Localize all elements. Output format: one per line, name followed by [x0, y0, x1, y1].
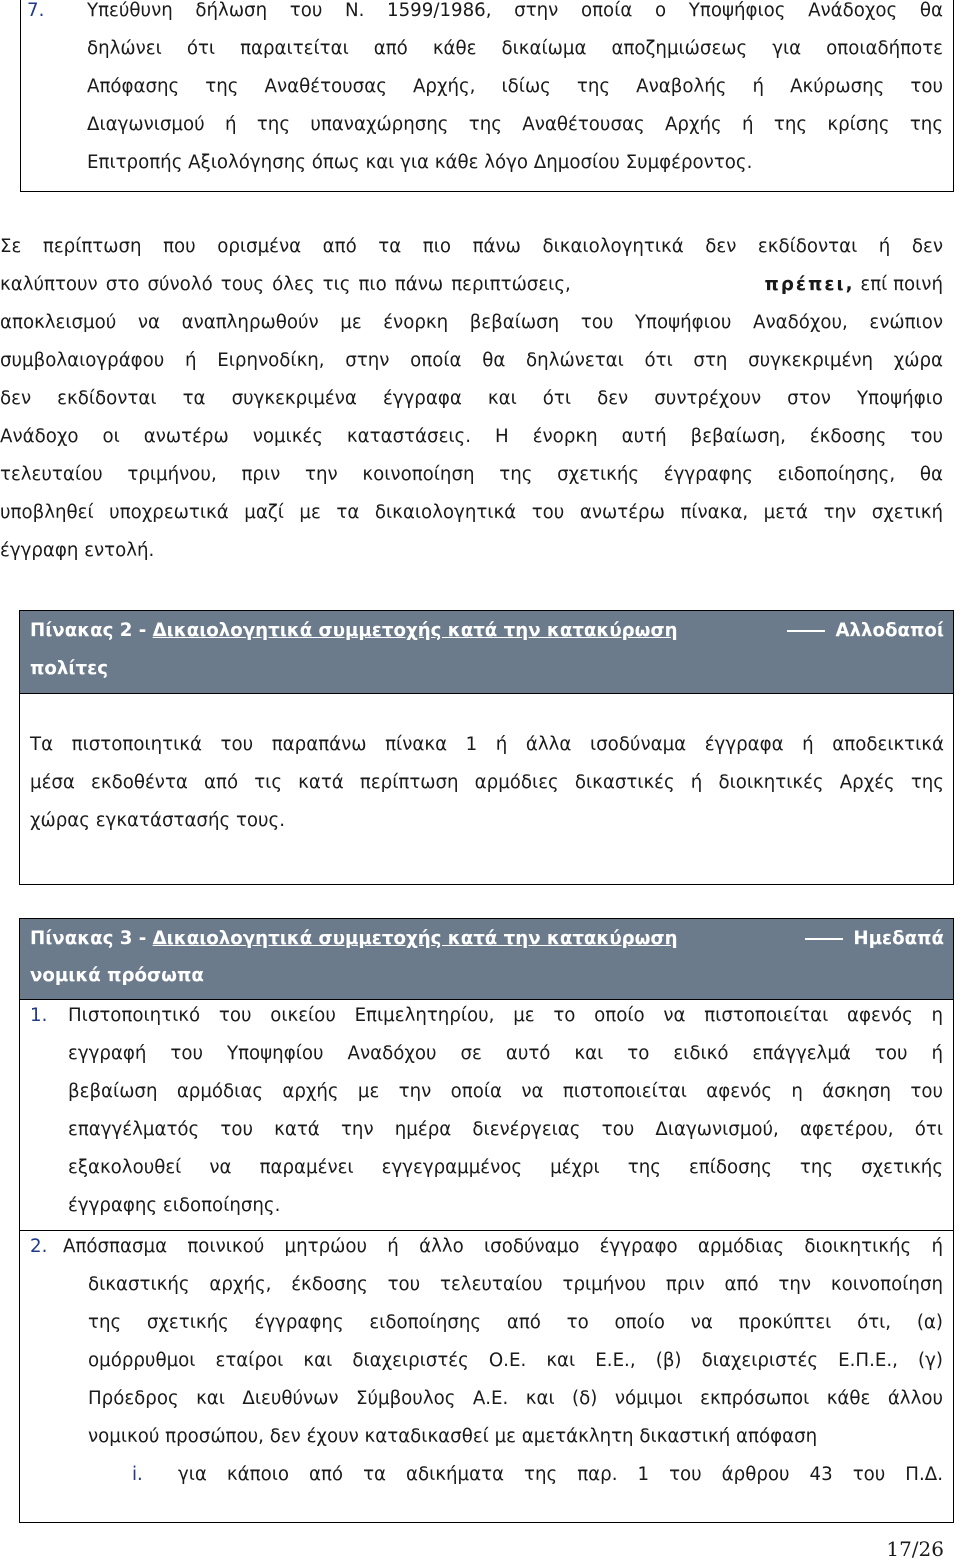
table-2-title-tail	[783, 619, 944, 643]
item-7-line: Διαγωνισμού ή της υπαναχώρησης της Αναθέτουσας Αρχής ή της κρίσης της	[87, 114, 943, 135]
item-2-line: Απόσπασμα ποινικού μητρώου ή άλλο ισοδύναμο έγγραφο αρμόδιας διοικητικής ή	[63, 1236, 943, 1257]
subitem-text: για κάποιο από τα αδικήματα της παρ. 1 του άρθρου 43 του Π.Δ.	[178, 1464, 943, 1485]
paragraph-line: Σε περίπτωση που ορισμένα από τα πιο πάνω δικαιολογητικά δεν εκδίδονται ή δεν	[0, 236, 943, 257]
paragraph-line: έγγραφη εντολή.	[0, 540, 155, 561]
page-number: 17/26	[886, 1537, 944, 1561]
table-3-body	[20, 1000, 953, 1522]
conditions-paragraph	[0, 0, 960, 600]
paragraph-line: τελευταίου τριμήνου, πριν την κοινοποίηση της σχετικής έγγραφης ειδοποίησης, θα	[0, 464, 943, 485]
must-emphasis: πρέπει,	[764, 274, 855, 295]
paragraph-line-2-end	[765, 273, 943, 297]
subitem-number: i.	[132, 1464, 143, 1485]
item-7-number: 7.	[27, 0, 45, 21]
table-3	[19, 918, 954, 1523]
item-1-line: επαγγέλματός του κατά την ημέρα διενέργειας του Διαγωνισμού, αφετέρου, ότι	[68, 1119, 943, 1140]
item-2-number: 2.	[30, 1236, 48, 1257]
table-2-body-line: χώρας εγκατάστασής τους.	[30, 810, 285, 831]
dash-separator	[805, 938, 843, 940]
paragraph-line: Ανάδοχο οι ανωτέρω νομικές καταστάσεις. Η ένορκη αυτή βεβαίωση, έκδοσης του	[0, 426, 943, 447]
table-3-title-suffix: Ημεδαπά	[853, 928, 944, 949]
item-2-line: της σχετικής έγγραφης ειδοποίησης από το οποίο να προκύπτει ότι, (α)	[88, 1312, 943, 1333]
paragraph-line: υποβληθεί υποχρεωτικά μαζί με τα δικαιολογητικά του ανωτέρω πίνακα, μετά την σχετική	[0, 502, 943, 523]
table-2-body-line: μέσα εκδοθέντα από τις κατά περίπτωση αρμόδιες δικαστικές ή διοικητικές Αρχές της	[30, 772, 944, 793]
table-3-title-line-1	[30, 927, 944, 951]
item-2-line: Πρόεδρος και Διευθύνων Σύμβουλος Α.Ε. και (δ) νόμιμοι εκπρόσωποι κάθε άλλου	[88, 1388, 943, 1409]
paragraph-line: αποκλεισμού να αναπληρωθούν με ένορκη βεβαίωση του Υποψήφιου Αναδόχου, ενώπιον	[0, 312, 943, 333]
item-7-line: δηλώνει ότι παραιτείται από κάθε δικαίωμα αποζημιώσεως για οποιαδήποτε	[87, 38, 943, 59]
item-1-number: 1.	[30, 1005, 48, 1026]
table-3-item-2	[20, 1231, 953, 1521]
table-2-title-suffix: Αλλοδαποί	[835, 620, 944, 641]
paragraph-line-2-tail: επί ποινή	[860, 274, 943, 295]
table-2-title-line-1	[30, 619, 944, 643]
item-1-line: εγγραφή του Υποψηφίου Αναδόχου σε αυτό και το ειδικό επάγγελμά του ή	[68, 1043, 943, 1064]
table-2-title-prefix: Πίνακας 2 -	[30, 620, 147, 641]
table-3-title-prefix: Πίνακας 3 -	[30, 928, 147, 949]
item-1-line: εξακολουθεί να παραμένει εγγεγραμμένος μέχρι της επίδοσης της σχετικής	[68, 1157, 943, 1178]
item-2-line: δικαστικής αρχής, έκδοσης του τελευταίου τριμήνου πριν από την κοινοποίηση	[88, 1274, 943, 1295]
item-2-line: νομικού προσώπου, δεν έχουν καταδικασθεί με αμετάκλητη δικαστική απόφαση	[88, 1426, 818, 1447]
paragraph-line-2-start: καλύπτουν στο σύνολό τους όλες τις πιο πάνω περιπτώσεις,	[0, 274, 571, 295]
paragraph-line-2	[0, 273, 943, 297]
table-3-title-underlined: Δικαιολογητικά συμμετοχής κατά την κατακύρωση	[152, 928, 678, 949]
table-2-title-main	[30, 619, 678, 643]
table-3-header	[20, 919, 953, 1000]
item-7-line: Επιτροπής Αξιολόγησης όπως και για κάθε λόγο Δημοσίου Συμφέροντος.	[87, 152, 753, 173]
table-3-title-main	[30, 927, 678, 951]
table-2-title-underlined: Δικαιολογητικά συμμετοχής κατά την κατακύρωση	[152, 620, 678, 641]
table-3-title-line-2: νομικά πρόσωπα	[30, 965, 204, 986]
item-7-line: Υπεύθυνη δήλωση του Ν. 1599/1986, στην οποία ο Υποψήφιος Ανάδοχος θα	[87, 0, 943, 21]
table-3-title-tail	[801, 927, 944, 951]
paragraph-line: δεν εκδίδονται τα συγκεκριμένα έγγραφα και ότι δεν συντρέχουν στον Υποψήφιο	[0, 388, 943, 409]
table-2-header	[20, 611, 953, 694]
paragraph-line: συμβολαιογράφου ή Ειρηνοδίκη, στην οποία θα δηλώνεται ότι στη συγκεκριμένη χώρα	[0, 350, 943, 371]
item-1-line: βεβαίωση αρμόδιας αρχής με την οποία να πιστοποιείται αφενός η άσκηση του	[68, 1081, 943, 1102]
dash-separator	[787, 630, 825, 632]
table-2-body-line: Τα πιστοποιητικά του παραπάνω πίνακα 1 ή άλλα ισοδύναμα έγγραφα ή αποδεικτικά	[30, 734, 944, 755]
item-1-line: έγγραφης ειδοποίησης.	[68, 1195, 281, 1216]
item-1-line: Πιστοποιητικό του οικείου Επιμελητηρίου, με το οποίο να πιστοποιείται αφενός η	[68, 1005, 943, 1026]
table-3-item-1	[20, 1000, 953, 1231]
item-7-line: Απόφασης της Αναθέτουσας Αρχής, ιδίως της Αναβολής ή Ακύρωσης του	[87, 76, 943, 97]
item-2-line: ομόρρυθμοι εταίροι και διαχειριστές Ο.Ε. και Ε.Ε., (β) διαχειριστές Ε.Π.Ε., (γ)	[88, 1350, 943, 1371]
table-2	[19, 610, 954, 885]
table-2-title-line-2: πολίτες	[30, 658, 108, 679]
